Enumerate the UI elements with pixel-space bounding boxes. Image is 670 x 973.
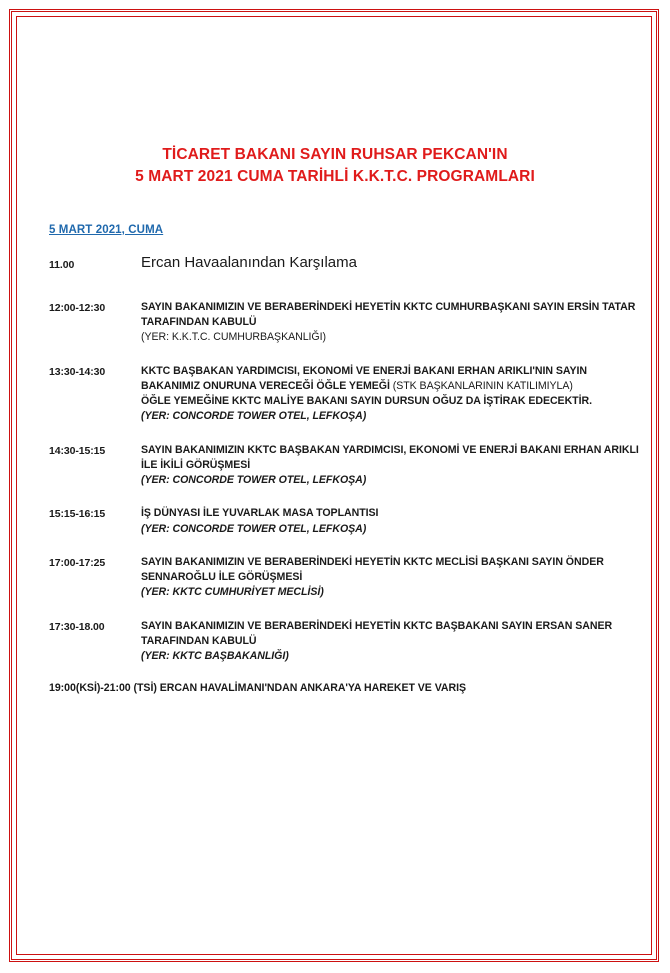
entry-description: SAYIN BAKANIMIZIN VE BERABERİNDEKİ HEYETİN KKTC CUMHURBAŞKANI SAYIN ERSİN TATAR TARAFINDAN KABULÜ: [141, 300, 636, 328]
entry-body: [141, 555, 640, 601]
entry-time: 17:00-17:25: [49, 556, 106, 569]
entry-body: [141, 443, 640, 489]
entry-time: 15:15-16:15: [49, 508, 106, 521]
entry-body: [141, 619, 640, 665]
schedule-entry: [49, 300, 640, 346]
entry-body: [141, 364, 640, 425]
entry-time: 13:30-14:30: [49, 365, 106, 378]
entry-venue: (YER: CONCORDE TOWER OTEL, LEFKOŞA): [141, 410, 367, 423]
entry-body: [141, 254, 640, 273]
entry-description: SAYIN BAKANIMIZIN KKTC BAŞBAKAN YARDIMCISI, EKONOMİ VE ENERJİ BAKANI ERHAN ARIKLI İLE İKİLİ GÖRÜŞMESİ: [141, 443, 639, 471]
entry-venue: (YER: K.K.T.C. CUMHURBAŞKANLIĞI): [141, 331, 326, 344]
date-heading-row: [30, 188, 640, 238]
entry-time: 12:00-12:30: [49, 301, 106, 314]
schedule-list: [30, 254, 640, 664]
title-line-2: 5 MART 2021 CUMA TARİHLİ K.K.T.C. PROGRAMLARI: [135, 168, 535, 185]
date-heading[interactable]: 5 MART 2021, CUMA: [49, 224, 164, 236]
schedule-entry: [49, 619, 640, 665]
entry-venue: (YER: CONCORDE TOWER OTEL, LEFKOŞA): [141, 522, 367, 535]
entry-description-extra: ÖĞLE YEMEĞİNE KKTC MALİYE BAKANI SAYIN DURSUN OĞUZ DA İŞTİRAK EDECEKTİR.: [141, 395, 592, 407]
entry-body: [141, 300, 640, 346]
entry-venue: (YER: CONCORDE TOWER OTEL, LEFKOŞA): [141, 474, 367, 486]
entry-description: SAYIN BAKANIMIZIN VE BERABERİNDEKİ HEYETİN KKTC BAŞBAKANI SAYIN ERSAN SANER TARAFINDAN KABULÜ: [141, 619, 613, 647]
entry-venue: (YER: KKTC CUMHURİYET MECLİSİ): [141, 586, 324, 599]
entry-time: 17:30-18.00: [49, 620, 105, 633]
entry-description: Ercan Havaalanından Karşılama: [141, 254, 357, 271]
closing-line: 19:00(KSİ)-21:00 (TSİ) ERCAN HAVALİMANI'NDAN ANKARA'YA HAREKET VE VARIŞ: [49, 682, 467, 695]
entry-body: [141, 506, 640, 537]
entry-time: 11.00: [49, 259, 75, 271]
document-title: [30, 144, 640, 188]
entry-description: [141, 364, 640, 395]
entry-description: İŞ DÜNYASI İLE YUVARLAK MASA TOPLANTISI: [141, 507, 379, 520]
entry-venue: (YER: KKTC BAŞBAKANLIĞI): [141, 650, 289, 662]
schedule-entry: [49, 254, 640, 274]
title-line-1: TİCARET BAKANI SAYIN RUHSAR PEKCAN'IN: [162, 146, 508, 163]
entry-description: SAYIN BAKANIMIZIN VE BERABERİNDEKİ HEYETİN KKTC MECLİSİ BAŞKANI SAYIN ÖNDER SENNAROĞLU İLE GÖRÜŞMESİ: [141, 555, 604, 583]
schedule-entry: [49, 506, 640, 537]
entry-description-main: KKTC BAŞBAKAN YARDIMCISI, EKONOMİ VE ENERJİ BAKANI ERHAN ARIKLI'NIN SAYIN BAKANIMIZ ONURUNA VERECEĞİ ÖĞLE YEMEĞİ: [141, 364, 588, 392]
schedule-entry: [49, 555, 640, 601]
schedule-entry: [49, 364, 640, 425]
entry-description-note: (STK BAŞKANLARININ KATILIMIYLA): [389, 379, 573, 392]
schedule-entry: [49, 443, 640, 489]
entry-time: 14:30-15:15: [49, 444, 106, 457]
